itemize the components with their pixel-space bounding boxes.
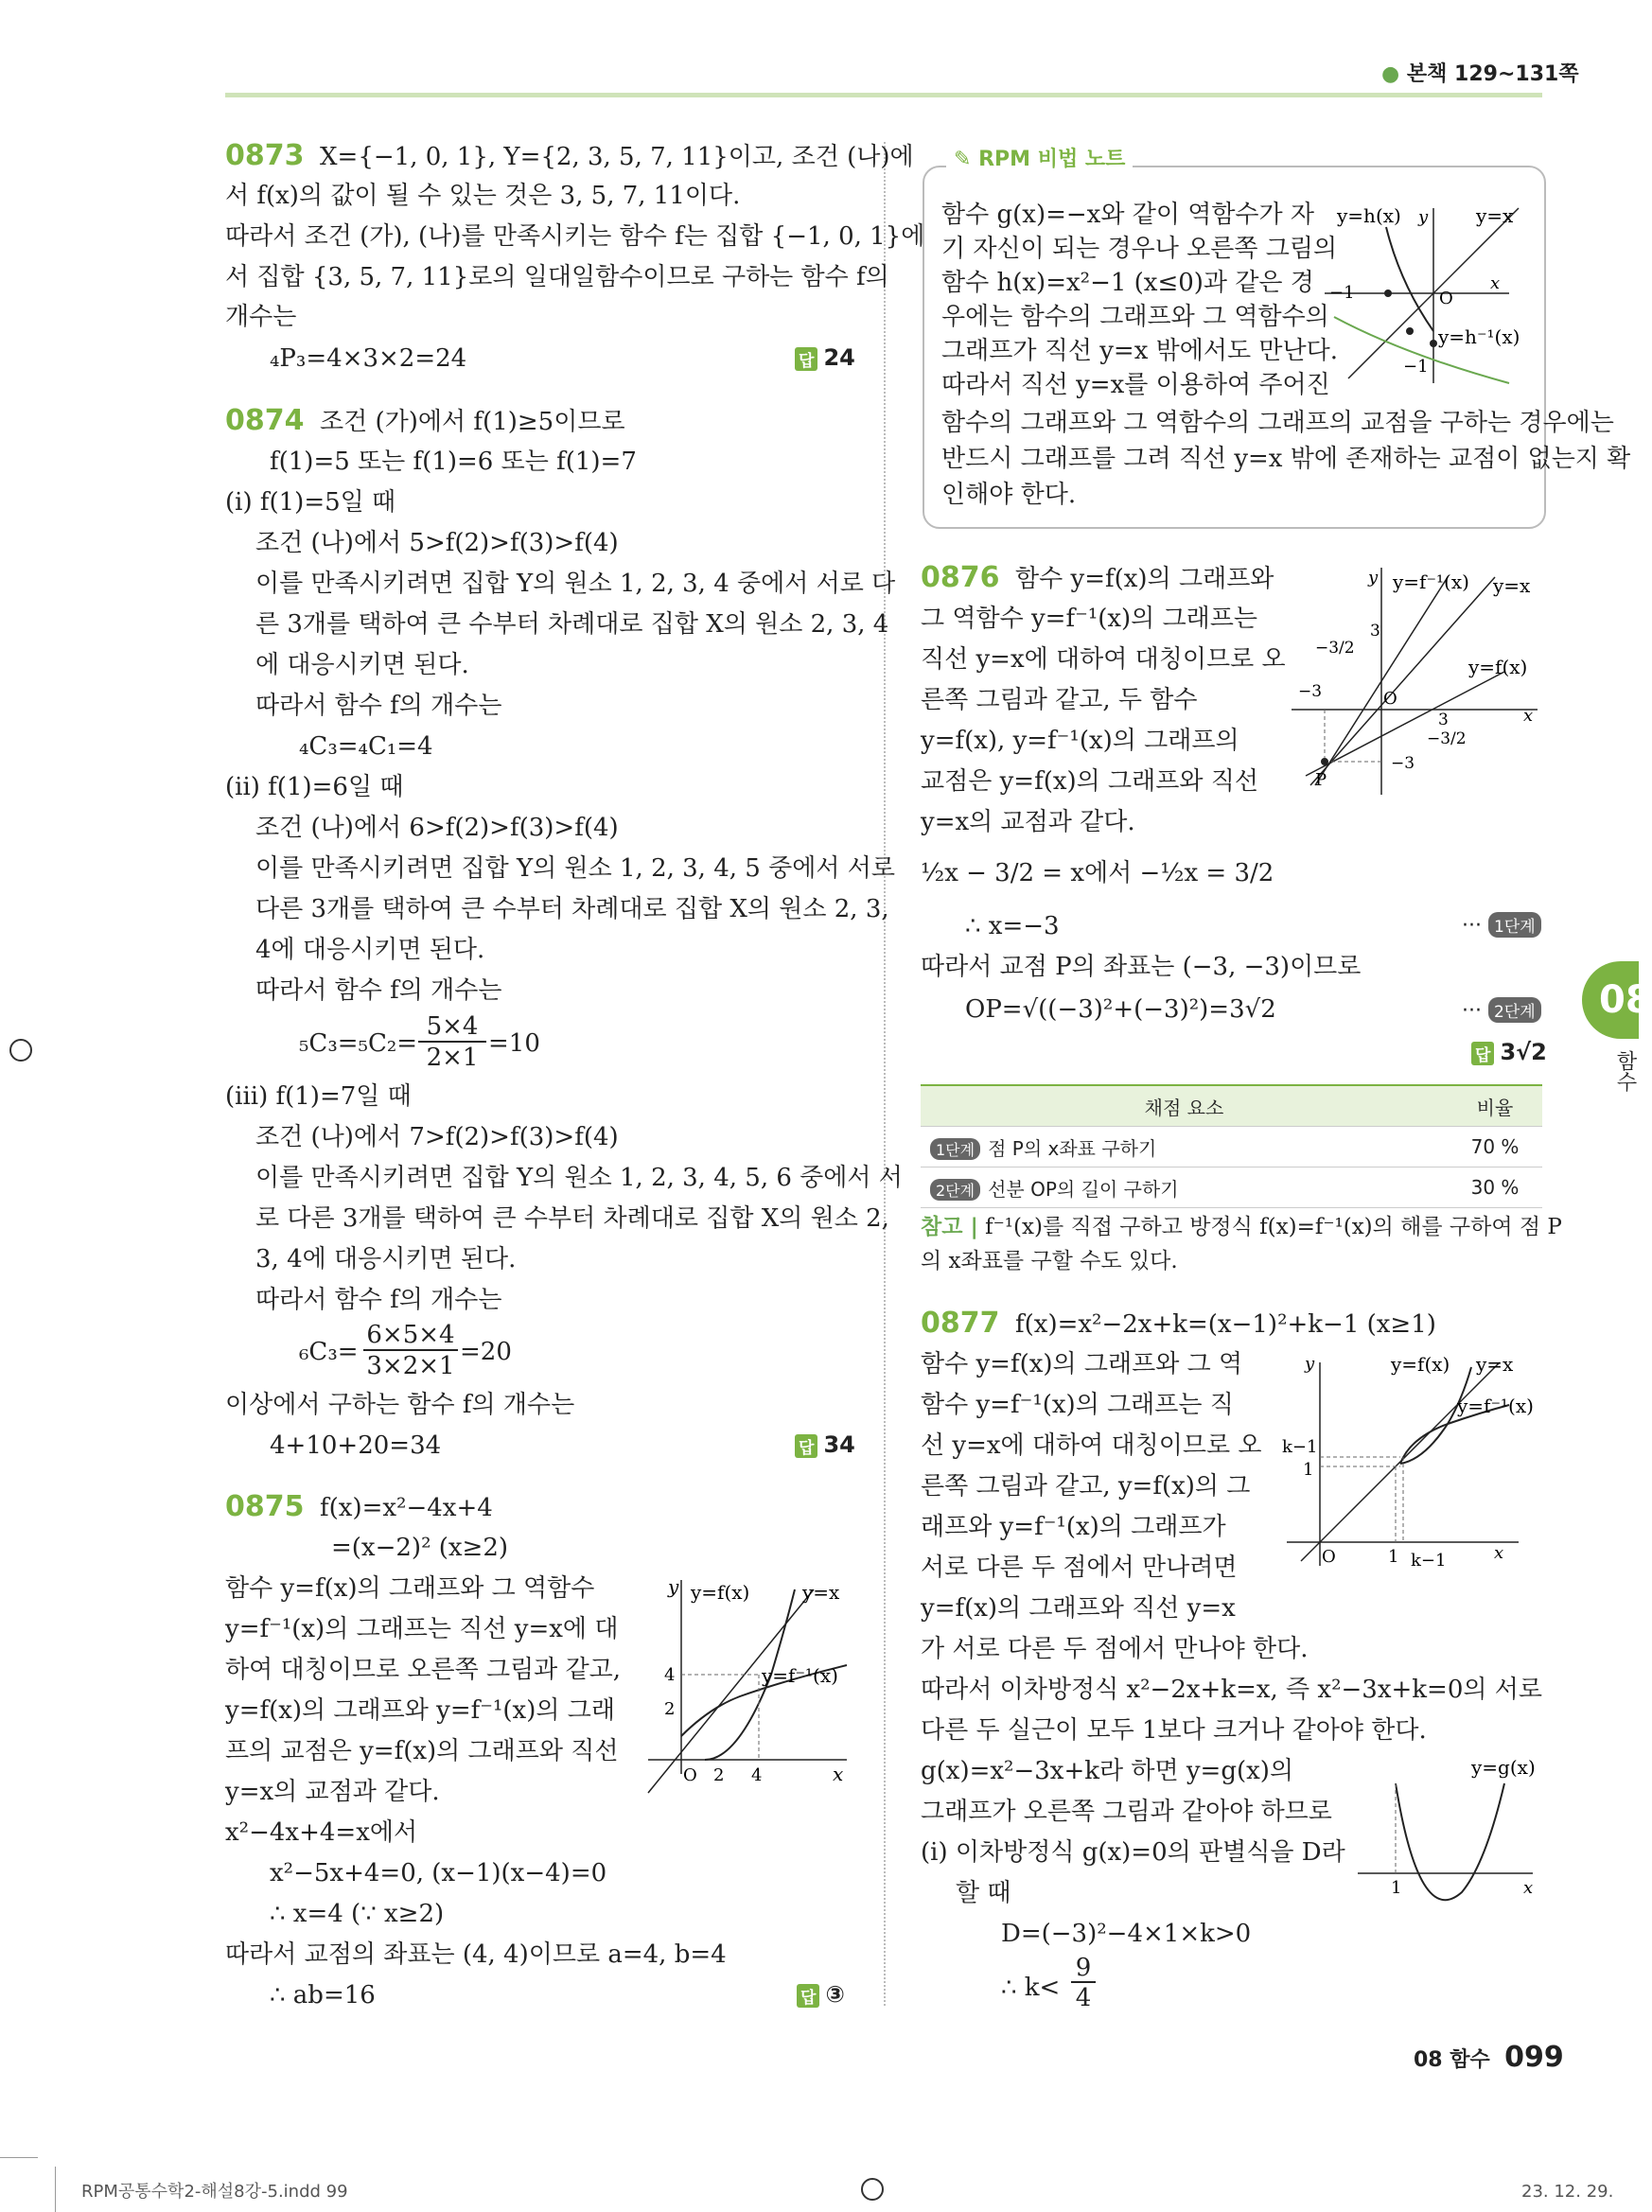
graph-label: y=x — [802, 1581, 840, 1604]
bottom-rule — [0, 2157, 38, 2158]
note-pen-icon: ✎ — [954, 148, 972, 171]
tick-label: 1 — [1388, 1547, 1399, 1567]
graph-label: y=f⁻¹(x) — [1457, 1395, 1534, 1417]
graph-label: x — [833, 1763, 844, 1785]
graph-label: y=f⁻¹(x) — [1393, 571, 1469, 593]
answer-icon: 답 — [1471, 1042, 1494, 1065]
graph-label: y=f⁻¹(x) — [762, 1664, 838, 1687]
answer: 답 3√2 — [1471, 1039, 1547, 1065]
chapter-tab-label: 함수 — [1613, 1050, 1637, 1092]
header-ref: ● 본책 129~131쪽 — [1381, 62, 1579, 86]
graph-0876 — [1287, 558, 1542, 804]
tick-label: −3 — [1391, 754, 1415, 773]
tick-label: O — [1322, 1547, 1336, 1567]
tick-label: −3 — [1298, 682, 1323, 701]
graph-label: y=f(x) — [691, 1581, 750, 1604]
problem-number: 0873 — [225, 139, 305, 172]
graph-label: y=g(x) — [1471, 1756, 1536, 1779]
graph-label: y — [1418, 207, 1429, 227]
registration-mark-icon — [861, 2178, 884, 2201]
chapter-tab-number: 08 — [1599, 978, 1652, 1022]
column-divider — [884, 142, 886, 2006]
tick-label: 1 — [1391, 1878, 1402, 1898]
answer: 답 24 — [795, 344, 855, 371]
graph-label: y=x — [1476, 204, 1514, 227]
tick-label: k−1 — [1282, 1437, 1318, 1457]
graph-0877 — [1282, 1348, 1542, 1575]
graph-label: y=f(x) — [1391, 1353, 1450, 1376]
tick-label: 4 — [664, 1665, 676, 1685]
score-table-header: 채점 요소 비율 — [921, 1085, 1542, 1127]
graph-label: y — [1305, 1354, 1315, 1374]
graph-label: y=x — [1476, 1353, 1514, 1376]
tick-label: 2 — [664, 1699, 676, 1719]
step-2-marker: ··· 2단계 — [1462, 997, 1541, 1023]
tick-label: −3/2 — [1427, 729, 1467, 748]
tick-label: 3 — [1370, 622, 1380, 641]
footer-date: 23. 12. 29. — [1521, 2182, 1614, 2202]
answer-icon: 답 — [795, 347, 817, 371]
graph-label: x — [1523, 706, 1534, 726]
footer-chapter: 08 함수 099 — [1414, 2041, 1564, 2074]
point-label: P — [1315, 770, 1327, 790]
graph-label: y=f(x) — [1468, 656, 1528, 678]
bottom-tick — [55, 2167, 56, 2212]
graph-label: y=x — [1493, 574, 1531, 597]
registration-mark-icon — [9, 1039, 32, 1062]
graph-0875 — [643, 1571, 852, 1785]
graph-label: x — [1494, 1543, 1504, 1563]
tick-label: 1 — [1303, 1460, 1314, 1480]
tick-label: O — [683, 1765, 697, 1785]
step-1-marker: ··· 1단계 — [1462, 912, 1541, 938]
header-rule — [225, 93, 1542, 97]
score-table — [921, 1084, 1542, 1208]
graph-label: y=h(x) — [1337, 204, 1401, 227]
tick-label: 3 — [1438, 711, 1449, 729]
tick-label: 4 — [751, 1765, 763, 1785]
graph-note — [1320, 194, 1538, 393]
answer-icon: 답 — [795, 1434, 817, 1458]
tick-label: 2 — [713, 1765, 725, 1785]
bullet-icon: ● — [1381, 62, 1400, 86]
graph-label: y — [1368, 568, 1379, 588]
answer: 답 34 — [795, 1431, 855, 1458]
tick-label: −1 — [1329, 283, 1355, 303]
table-row: 2단계 선분 OP의 길이 구하기 30 % — [921, 1167, 1542, 1208]
graph-label: x — [1523, 1878, 1534, 1898]
graph-label: x — [1490, 273, 1501, 293]
problem-number: 0875 — [225, 1490, 305, 1523]
tick-label: O — [1383, 689, 1397, 709]
tick-label: −1 — [1403, 357, 1429, 377]
tick-label: k−1 — [1411, 1551, 1447, 1571]
problem-number: 0876 — [921, 561, 1000, 594]
tick-label: −3/2 — [1315, 639, 1355, 658]
graph-0877-g — [1353, 1755, 1542, 1897]
answer-icon: 답 — [797, 1984, 819, 2008]
table-row: 1단계 점 P의 x좌표 구하기 70 % — [921, 1127, 1542, 1167]
tick-label: O — [1439, 289, 1453, 308]
graph-label: y — [668, 1575, 679, 1598]
footer-file: RPM공통수학2-해설8강-5.indd 99 — [81, 2182, 348, 2202]
graph-label: y=h⁻¹(x) — [1438, 325, 1520, 348]
answer: 답 ③ — [797, 1981, 845, 2008]
problem-number: 0874 — [225, 404, 305, 437]
problem-number: 0877 — [921, 1307, 1000, 1340]
note-title: ✎ RPM 비법 노트 — [946, 144, 1133, 176]
